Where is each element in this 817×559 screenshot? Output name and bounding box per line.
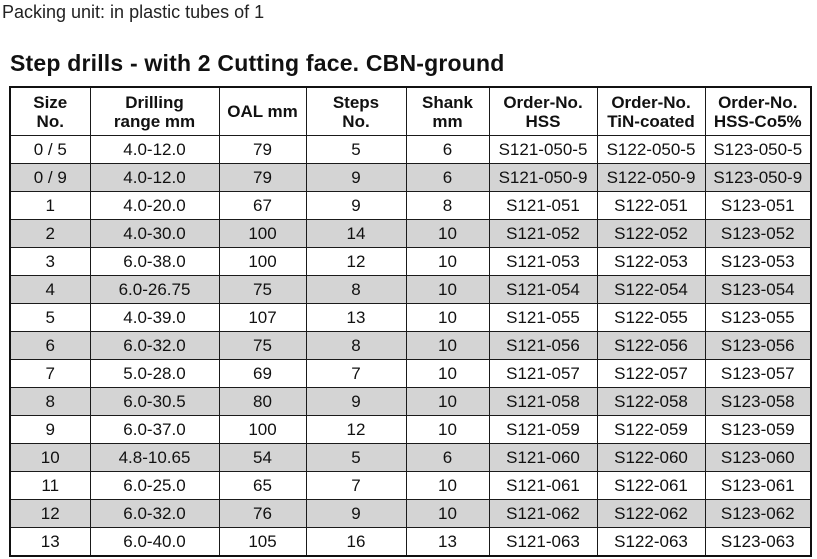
table-row (10, 528, 811, 557)
packing-note: Packing unit: in plastic tubes of 1 (2, 2, 265, 22)
header-order-tin (597, 87, 705, 136)
header-order-co5 (705, 87, 811, 136)
cell-steps: 13 (306, 304, 406, 332)
header-line-2: mm (432, 111, 463, 131)
cell-order-tin: S122-060 (597, 444, 705, 472)
cell-order-co5: S123-062 (705, 500, 811, 528)
cell-oal: 75 (219, 332, 306, 360)
cell-order-co5: S123-057 (705, 360, 811, 388)
cell-oal: 76 (219, 500, 306, 528)
cell-order-co5: S123-053 (705, 248, 811, 276)
cell-size-no: 6 (10, 332, 90, 360)
cell-steps: 8 (306, 276, 406, 304)
cell-shank: 10 (406, 472, 489, 500)
cell-size-no: 0 / 9 (10, 164, 90, 192)
cell-size-no: 13 (10, 528, 90, 557)
cell-order-co5: S123-055 (705, 304, 811, 332)
cell-order-tin: S122-056 (597, 332, 705, 360)
cell-steps: 14 (306, 220, 406, 248)
header-row (10, 87, 811, 136)
table-row (10, 388, 811, 416)
cell-steps: 9 (306, 500, 406, 528)
cell-order-hss: S121-056 (489, 332, 597, 360)
cell-order-co5: S123-058 (705, 388, 811, 416)
cell-size-no: 11 (10, 472, 90, 500)
cell-order-tin: S122-055 (597, 304, 705, 332)
cell-drilling-range: 4.8-10.65 (90, 444, 219, 472)
cell-oal: 100 (219, 416, 306, 444)
cell-size-no: 0 / 5 (10, 136, 90, 164)
cell-order-co5: S123-054 (705, 276, 811, 304)
cell-order-hss: S121-059 (489, 416, 597, 444)
cell-order-tin: S122-050-9 (597, 164, 705, 192)
table-row (10, 472, 811, 500)
cell-drilling-range: 6.0-37.0 (90, 416, 219, 444)
cell-order-hss: S121-050-5 (489, 136, 597, 164)
cell-order-hss: S121-052 (489, 220, 597, 248)
cell-order-tin: S122-050-5 (597, 136, 705, 164)
cell-size-no: 10 (10, 444, 90, 472)
cell-order-hss: S121-058 (489, 388, 597, 416)
cell-order-hss: S121-055 (489, 304, 597, 332)
header-line-2: HSS (525, 111, 561, 131)
cell-size-no: 3 (10, 248, 90, 276)
cell-size-no: 4 (10, 276, 90, 304)
cell-drilling-range: 5.0-28.0 (90, 360, 219, 388)
cell-shank: 10 (406, 416, 489, 444)
cell-order-hss: S121-062 (489, 500, 597, 528)
table-row (10, 416, 811, 444)
cell-oal: 105 (219, 528, 306, 557)
cell-drilling-range: 6.0-26.75 (90, 276, 219, 304)
cell-oal: 54 (219, 444, 306, 472)
table-row (10, 248, 811, 276)
cell-shank: 10 (406, 220, 489, 248)
cell-order-tin: S122-059 (597, 416, 705, 444)
cell-order-co5: S123-052 (705, 220, 811, 248)
cell-order-tin: S122-052 (597, 220, 705, 248)
table-row (10, 136, 811, 164)
cell-drilling-range: 6.0-32.0 (90, 332, 219, 360)
table-row (10, 164, 811, 192)
cell-steps: 9 (306, 388, 406, 416)
header-line-1: Shank (421, 92, 474, 112)
table-row (10, 500, 811, 528)
cell-oal: 75 (219, 276, 306, 304)
cell-size-no: 5 (10, 304, 90, 332)
cell-drilling-range: 4.0-12.0 (90, 164, 219, 192)
header-line-1: Order-No. (718, 92, 798, 112)
cell-steps: 8 (306, 332, 406, 360)
cell-order-hss: S121-060 (489, 444, 597, 472)
cell-shank: 10 (406, 388, 489, 416)
header-line-1: Steps (332, 92, 380, 112)
cell-order-hss: S121-054 (489, 276, 597, 304)
cell-shank: 6 (406, 444, 489, 472)
cell-drilling-range: 6.0-40.0 (90, 528, 219, 557)
cell-size-no: 9 (10, 416, 90, 444)
cell-oal: 80 (219, 388, 306, 416)
cell-steps: 5 (306, 444, 406, 472)
cell-steps: 5 (306, 136, 406, 164)
cell-drilling-range: 6.0-38.0 (90, 248, 219, 276)
table-row (10, 332, 811, 360)
table-row (10, 304, 811, 332)
cell-drilling-range: 6.0-30.5 (90, 388, 219, 416)
header-oal (219, 87, 306, 136)
cell-drilling-range: 4.0-39.0 (90, 304, 219, 332)
header-drilling-range (90, 87, 219, 136)
cell-order-tin: S122-053 (597, 248, 705, 276)
cell-order-hss: S121-050-9 (489, 164, 597, 192)
cell-oal: 65 (219, 472, 306, 500)
header-line-1: Order-No. (611, 92, 691, 112)
cell-shank: 10 (406, 276, 489, 304)
cell-oal: 79 (219, 164, 306, 192)
table-body (10, 136, 811, 557)
header-line-2: HSS-Co5% (713, 111, 802, 131)
header-line-2: No. (342, 111, 370, 131)
cell-steps: 12 (306, 416, 406, 444)
cell-order-tin: S122-057 (597, 360, 705, 388)
header-order-hss (489, 87, 597, 136)
header-steps (306, 87, 406, 136)
header-shank (406, 87, 489, 136)
header-line-2: TiN-coated (607, 111, 695, 131)
header-line-2: No. (36, 111, 64, 131)
cell-order-co5: S123-050-9 (705, 164, 811, 192)
cell-order-co5: S123-060 (705, 444, 811, 472)
table-row (10, 360, 811, 388)
cell-shank: 6 (406, 164, 489, 192)
cell-oal: 79 (219, 136, 306, 164)
cell-shank: 8 (406, 192, 489, 220)
cell-order-co5: S123-056 (705, 332, 811, 360)
header-size-no (10, 87, 90, 136)
table-row (10, 276, 811, 304)
cell-order-tin: S122-058 (597, 388, 705, 416)
cell-drilling-range: 6.0-32.0 (90, 500, 219, 528)
cell-oal: 100 (219, 248, 306, 276)
cell-steps: 9 (306, 192, 406, 220)
cell-drilling-range: 4.0-20.0 (90, 192, 219, 220)
cell-order-co5: S123-061 (705, 472, 811, 500)
cell-steps: 7 (306, 360, 406, 388)
cell-shank: 13 (406, 528, 489, 557)
header-line-1: Order-No. (503, 92, 583, 112)
cell-order-co5: S123-050-5 (705, 136, 811, 164)
cell-shank: 6 (406, 136, 489, 164)
cell-steps: 16 (306, 528, 406, 557)
cell-order-tin: S122-054 (597, 276, 705, 304)
header-line-2: range mm (113, 111, 196, 131)
cell-steps: 7 (306, 472, 406, 500)
cell-oal: 69 (219, 360, 306, 388)
cell-steps: 12 (306, 248, 406, 276)
cell-size-no: 2 (10, 220, 90, 248)
step-drills-table (9, 86, 812, 557)
cell-order-hss: S121-057 (489, 360, 597, 388)
cell-oal: 107 (219, 304, 306, 332)
page-title: Step drills - with 2 Cutting face. CBN-ground (10, 50, 505, 76)
cell-order-hss: S121-053 (489, 248, 597, 276)
cell-order-tin: S122-061 (597, 472, 705, 500)
cell-order-co5: S123-059 (705, 416, 811, 444)
cell-size-no: 1 (10, 192, 90, 220)
cell-order-hss: S121-051 (489, 192, 597, 220)
header-line-1: OAL mm (227, 102, 298, 121)
cell-oal: 67 (219, 192, 306, 220)
cell-size-no: 8 (10, 388, 90, 416)
cell-drilling-range: 4.0-12.0 (90, 136, 219, 164)
cell-order-hss: S121-061 (489, 472, 597, 500)
header-line-1: Size (33, 92, 68, 112)
cell-oal: 100 (219, 220, 306, 248)
cell-drilling-range: 6.0-25.0 (90, 472, 219, 500)
cell-shank: 10 (406, 304, 489, 332)
cell-order-tin: S122-051 (597, 192, 705, 220)
header-line-1: Drilling (125, 92, 184, 112)
cell-shank: 10 (406, 360, 489, 388)
cell-shank: 10 (406, 248, 489, 276)
cell-order-tin: S122-063 (597, 528, 705, 557)
cell-shank: 10 (406, 332, 489, 360)
table-row (10, 192, 811, 220)
cell-drilling-range: 4.0-30.0 (90, 220, 219, 248)
cell-steps: 9 (306, 164, 406, 192)
cell-order-hss: S121-063 (489, 528, 597, 557)
cell-size-no: 12 (10, 500, 90, 528)
cell-order-co5: S123-063 (705, 528, 811, 557)
table-row (10, 444, 811, 472)
cell-size-no: 7 (10, 360, 90, 388)
table-row (10, 220, 811, 248)
cell-order-co5: S123-051 (705, 192, 811, 220)
cell-order-tin: S122-062 (597, 500, 705, 528)
cell-shank: 10 (406, 500, 489, 528)
